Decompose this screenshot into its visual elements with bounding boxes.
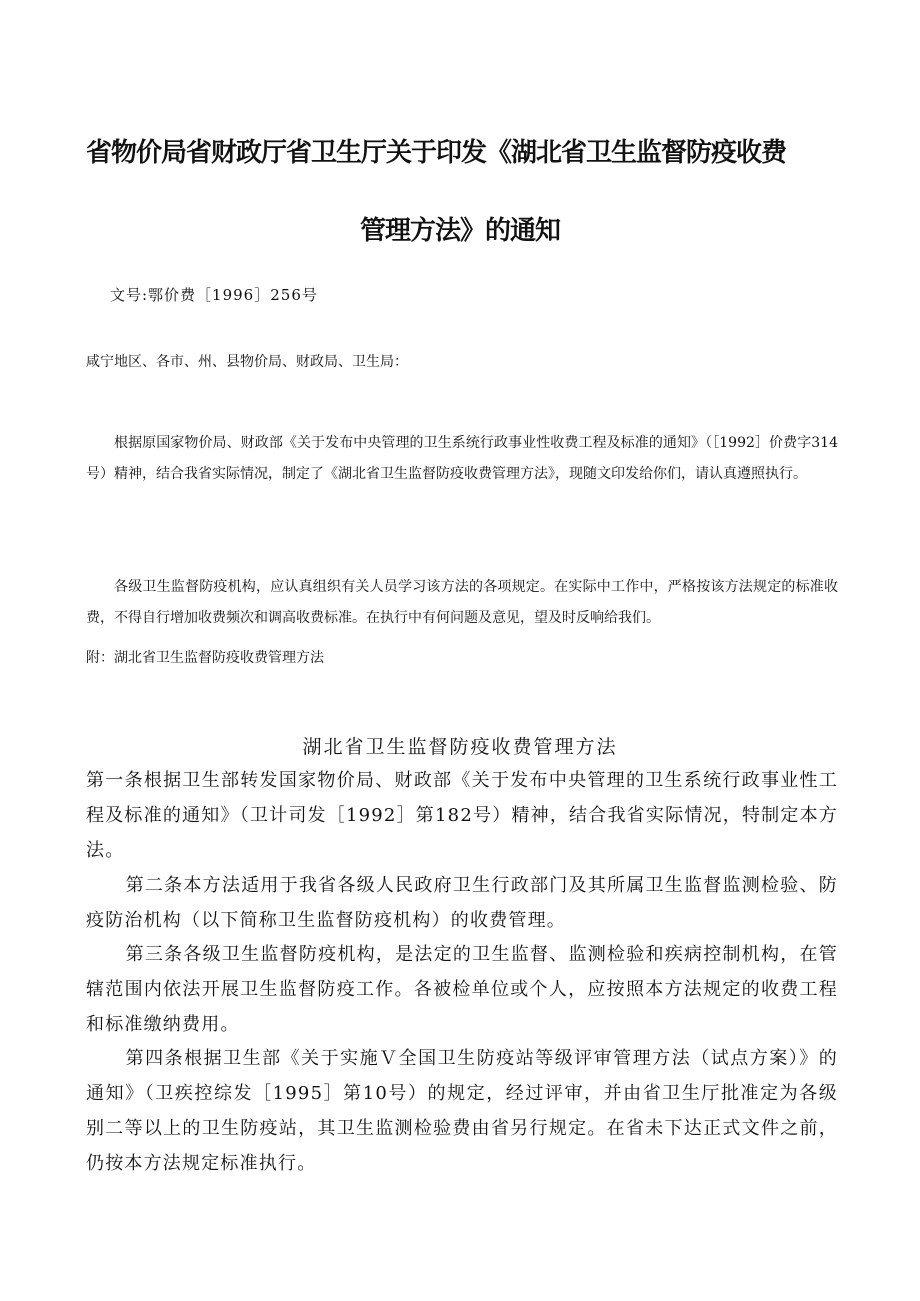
- notice-paragraph-1: 根据原国家物价局、财政部《关于发布中央管理的卫生系统行政事业性收费工程及标准的通知》（［1992］价费字314号）精神，结合我省实际情况，制定了《湖北省卫生监督防疫收费管理方法》，现随文印发给你们，请认真遵照执行。: [86, 435, 838, 482]
- article-4: 第四条根据卫生部《关于实施Ｖ全国卫生防疫站等级评审管理方法（试点方案）》的通知》（卫疾控综发［1995］第10号）的规定，经过评审，并由省卫生厅批准定为各级别二等以上的卫生防疫站，其卫生监测检验费由省另行规定。在省未下达正式文件之前，仍按本方法规定标准执行。: [86, 1048, 838, 1174]
- notice-title-line1: 省物价局省财政厅省卫生厅关于印发《湖北省卫生监督防疫收费: [86, 138, 787, 168]
- article-3: 第三条各级卫生监督防疫机构，是法定的卫生监督、监测检验和疾病控制机构，在管辖范围内依法开展卫生监督防疫工作。各被检单位或个人，应按照本方法规定的收费工程和标准缴纳费用。: [86, 944, 838, 1035]
- attachment-note: 附：湖北省卫生监督防疫收费管理方法: [86, 650, 324, 666]
- addressee: 咸宁地区、各市、州、县物价局、财政局、卫生局：: [86, 354, 408, 370]
- notice-title-line2: 管理方法》的通知: [359, 216, 560, 246]
- article-1: 第一条根据卫生部转发国家物价局、财政部《关于发布中央管理的卫生系统行政事业性工程及标准的通知》（卫计司发［1992］第182号）精神，结合我省实际情况，特制定本方法。: [86, 770, 838, 861]
- document-number: 文号:鄂价费［1996］256号: [110, 286, 318, 304]
- methods-title: 湖北省卫生监督防疫收费管理方法: [302, 736, 618, 758]
- notice-paragraph-2: 各级卫生监督防疫机构，应认真组织有关人员学习该方法的各项规定。在实际中工作中，严格按该方法规定的标准收费，不得自行增加收费频次和调高收费标准。在执行中有何问题及意见，望及时反响给我们。: [86, 579, 838, 626]
- article-2: 第二条本方法适用于我省各级人民政府卫生行政部门及其所属卫生监督监测检验、防疫防治机构（以下简称卫生监督防疫机构）的收费管理。: [86, 875, 838, 931]
